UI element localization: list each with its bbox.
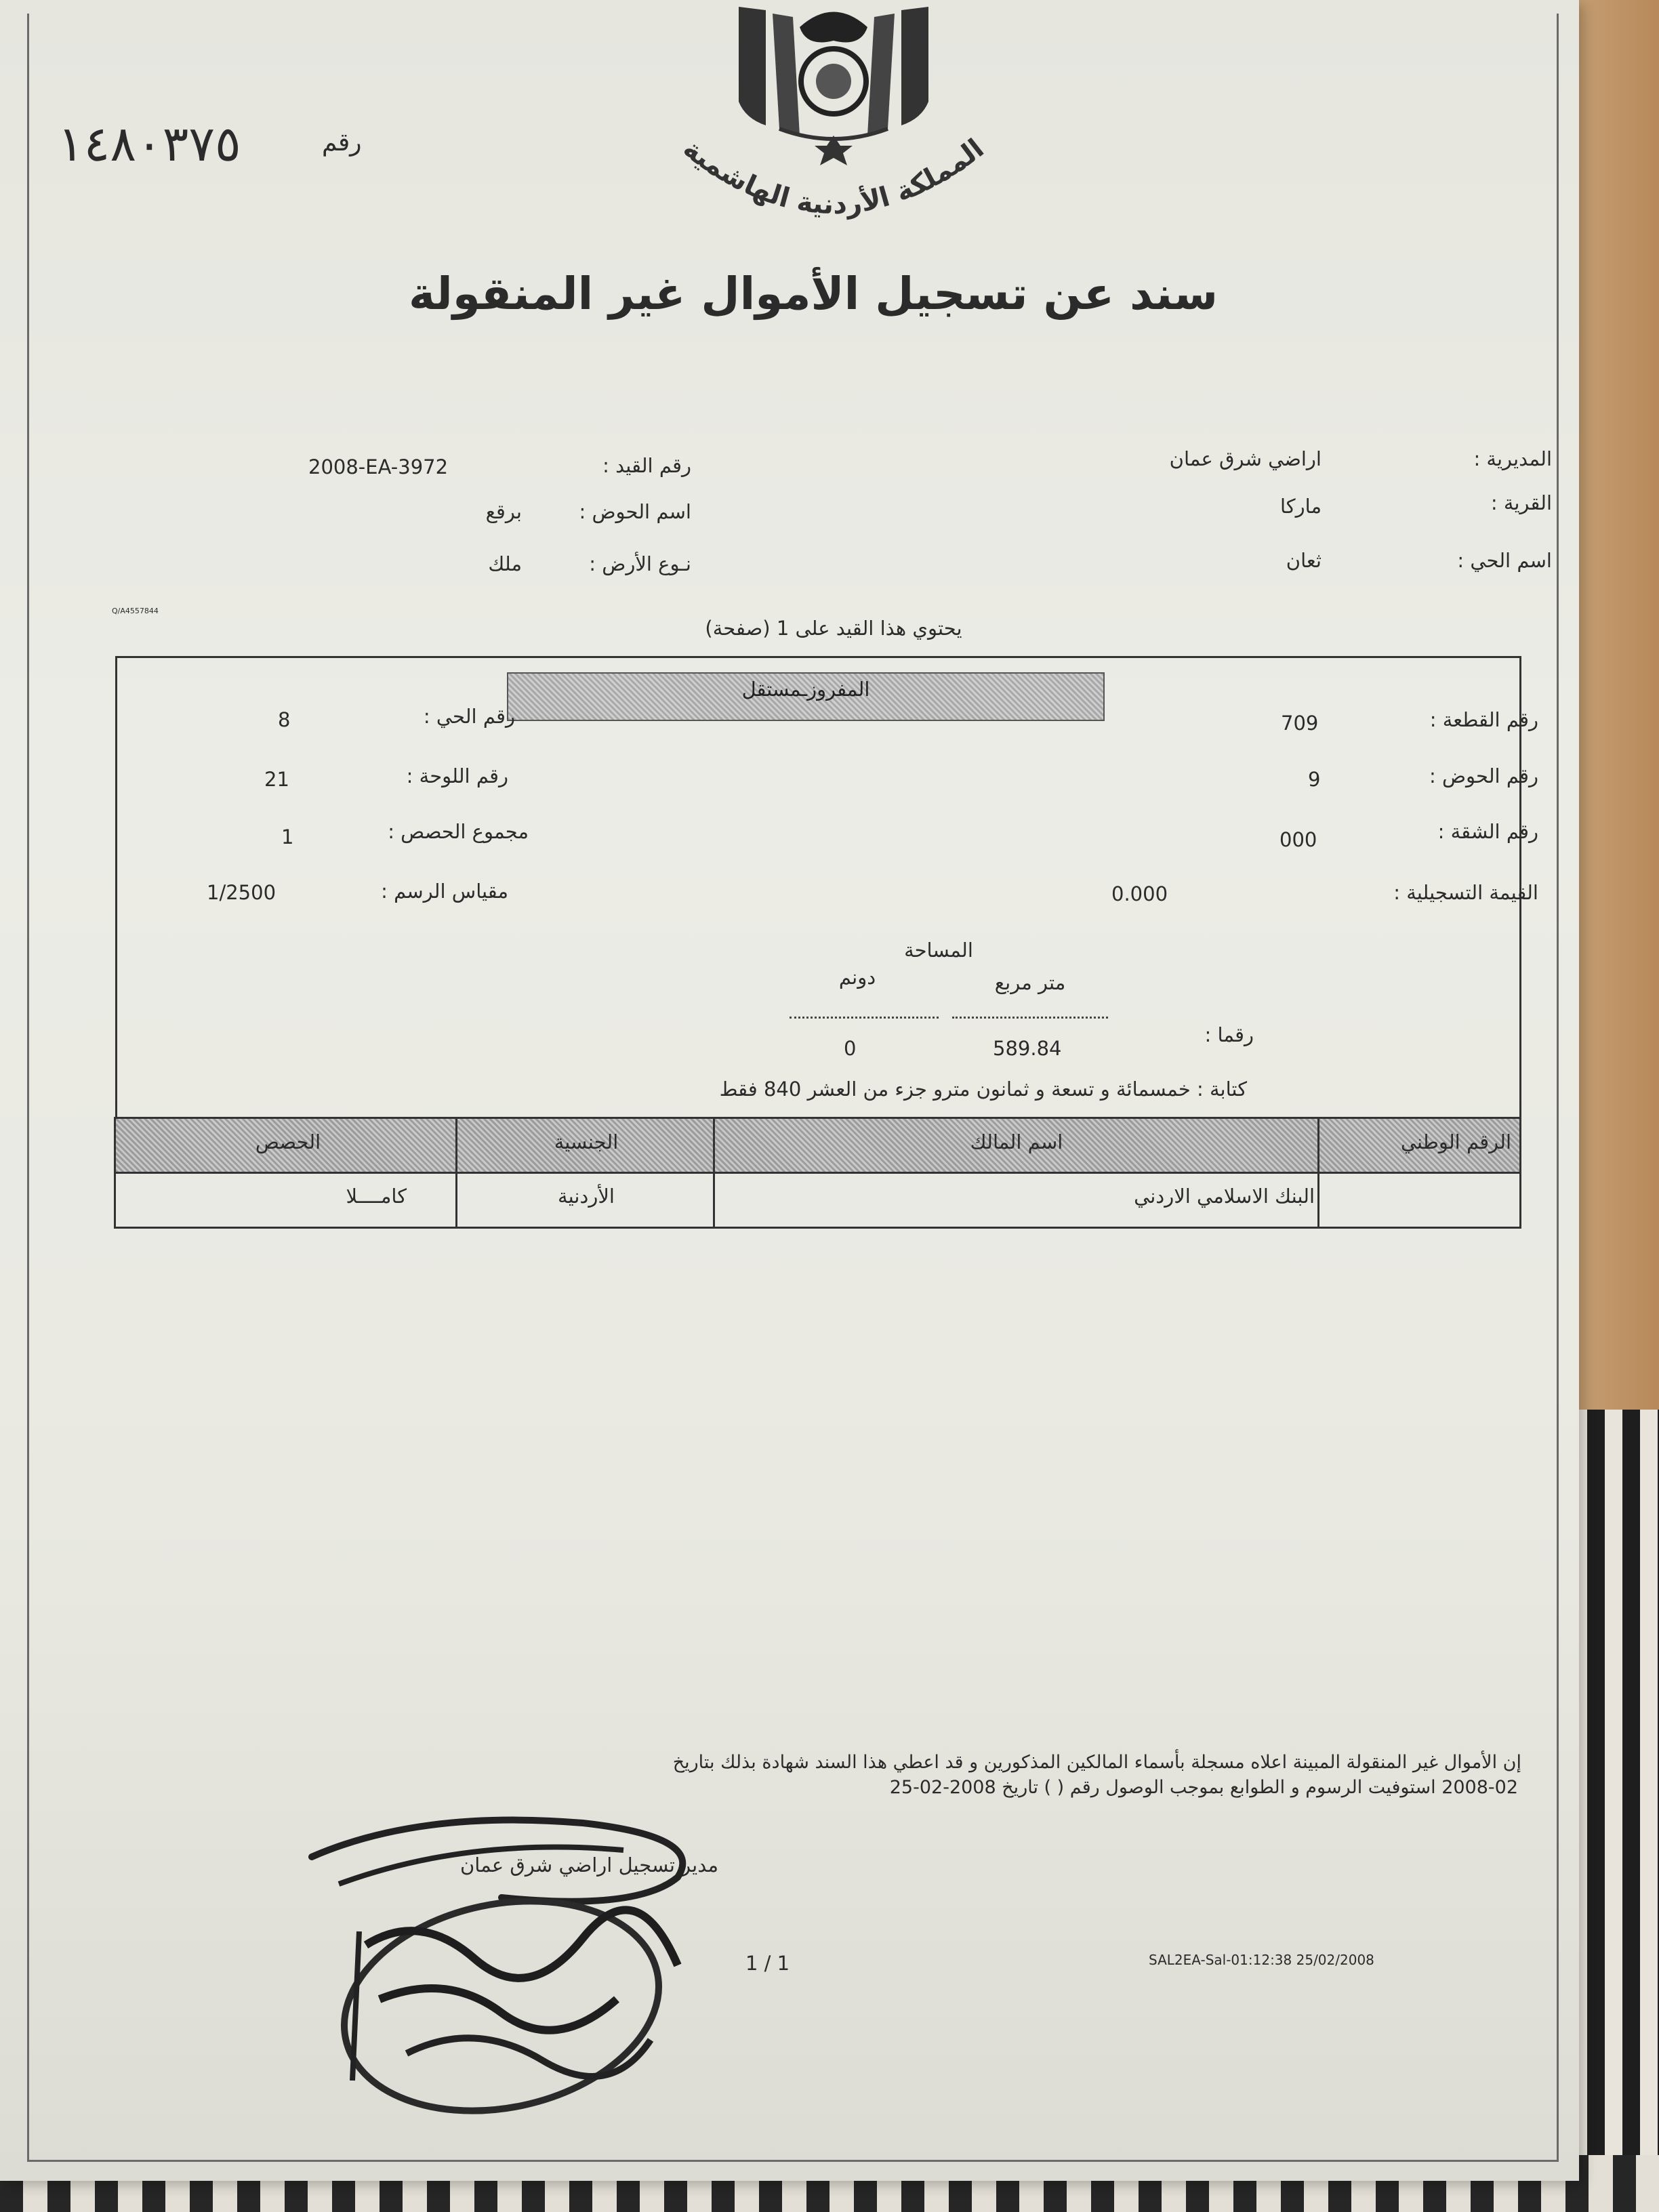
emblem-caption — [664, 122, 1003, 258]
certification-line-1: إن الأموال غير المنقولة المبينة اعلاه مسجلة بأسماء المالكين المذكورين و قد اعطي هذا السند شهادة بذلك بتاريخ — [672, 1752, 1521, 1773]
basin-name-label: اسم الحوض : — [579, 500, 691, 523]
neighborhood-label: اسم الحي : — [1457, 549, 1552, 572]
table-divider — [1317, 1117, 1319, 1227]
dunum-value: 0 — [844, 1037, 857, 1060]
apartment-no-value: 000 — [1279, 828, 1317, 851]
village-label: القرية : — [1490, 491, 1552, 514]
director-label: مدير تسجيل اراضي شرق عمان — [460, 1853, 718, 1877]
plot-no-label: رقم القطعة : — [1429, 708, 1538, 731]
plot-no-value: 709 — [1281, 712, 1319, 735]
dunum-dotted-line — [790, 1017, 939, 1019]
board-no-value: 21 — [264, 768, 289, 791]
cell-nationality: الأردنية — [558, 1185, 615, 1208]
signature-and-seal — [298, 1796, 773, 2114]
cell-owner-name: البنك الاسلامي الاردني — [1134, 1185, 1315, 1208]
parcel-band-label: المفروزـمستقل — [741, 678, 870, 701]
serial-number: ١٤٨٠٣٧٥ — [58, 115, 241, 172]
basin-no-value: 9 — [1308, 768, 1321, 791]
shares-total-value: 1 — [281, 825, 294, 848]
sqm-dotted-line — [952, 1017, 1108, 1019]
shares-total-label: مجموع الحصص : — [388, 820, 529, 843]
basin-name-value: برقع — [485, 500, 522, 523]
area-title: المساحة — [904, 939, 973, 962]
table-divider — [713, 1117, 715, 1227]
entry-no-label: رقم القيد : — [602, 454, 691, 477]
land-type-value: ملك — [488, 552, 522, 575]
scale-value: 1/2500 — [207, 881, 276, 904]
scale-label: مقياس الرسم : — [381, 880, 508, 903]
neighborhood-value: ثعان — [1286, 549, 1322, 572]
serial-label: رقم — [322, 129, 362, 157]
header-owner-name: اسم المالك — [970, 1130, 1063, 1153]
sqm-label: متر مربع — [994, 971, 1066, 994]
page-title: سند عن تسجيل الأموال غير المنقولة — [409, 268, 1218, 320]
directorate-value: اراضي شرق عمان — [1169, 447, 1322, 470]
page-of: 1 / 1 — [745, 1952, 790, 1975]
village-value: ماركا — [1279, 495, 1322, 518]
area-in-words: كتابة : خمسمائة و تسعة و ثمانون مترو جزء من العشر 840 فقط — [719, 1078, 1247, 1101]
header-national-no: الرقم الوطني — [1400, 1130, 1511, 1153]
directorate-label: المديرية : — [1473, 447, 1552, 470]
apartment-no-label: رقم الشقة : — [1437, 820, 1538, 843]
dunum-label: دونم — [838, 966, 876, 989]
land-type-label: نـوع الأرض : — [589, 552, 691, 575]
system-stamp: SAL2EA-Sal-01:12:38 25/02/2008 — [1149, 1952, 1374, 1968]
page-count-text: يحتوي هذا القيد على 1 (صفحة) — [705, 617, 962, 640]
entry-no-value: 2008-EA-3972 — [308, 455, 449, 478]
table-divider — [455, 1117, 457, 1227]
neighborhood-no-label: رقم الحي : — [423, 705, 515, 728]
numeric-label: رقما : — [1204, 1023, 1254, 1046]
board-no-label: رقم اللوحة : — [406, 764, 508, 787]
cell-shares: كامــــلا — [346, 1185, 407, 1208]
sqm-value: 589.84 — [993, 1037, 1062, 1060]
registration-value: 0.000 — [1111, 882, 1168, 905]
small-code: Q/A4557844 — [112, 607, 159, 615]
header-shares: الحصص — [255, 1130, 321, 1153]
certification-line-2: 2008-02 استوفيت الرسوم و الطوابع بموجب الوصول رقم ( ) تاريخ 2008-02-25 — [889, 1777, 1518, 1798]
header-nationality: الجنسية — [554, 1130, 619, 1153]
neighborhood-no-value: 8 — [278, 708, 291, 731]
basin-no-label: رقم الحوض : — [1429, 764, 1538, 787]
svg-text:المملكة الأردنية الهاشمية: المملكة الأردنية الهاشمية — [677, 133, 990, 221]
registration-value-label: القيمة التسجيلية : — [1393, 881, 1538, 904]
